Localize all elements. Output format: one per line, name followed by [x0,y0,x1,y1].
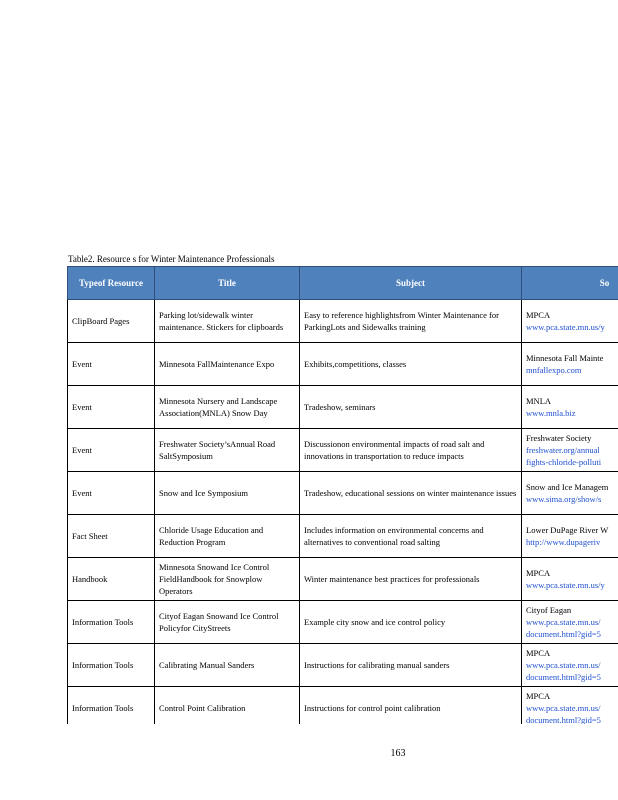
source-link[interactable]: freshwater.org/annual [526,445,600,455]
cell-subject: Includes information on environmental concerns and alternatives to conventional road salting [300,515,522,558]
cell-type: Event [68,472,155,515]
cell-subject: Instructions for control point calibration [300,687,522,725]
source-name: MPCA [526,691,551,701]
resources-table [67,266,618,724]
column-header-title: Title [155,267,300,300]
cell-title: Parking lot/sidewalk winter maintenance. Stickers for clipboards [155,300,300,343]
source-name: MPCA [526,310,551,320]
cell-title: Snow and Ice Symposium [155,472,300,515]
source-link[interactable]: document.html?gid=5 [526,672,601,682]
source-name: Snow and Ice Managem [526,482,609,492]
source-link[interactable]: document.html?gid=5 [526,629,601,639]
cell-type: Event [68,343,155,386]
source-link[interactable]: www.sima.org/show/s [526,494,602,504]
cell-subject: Easy to reference highlightsfrom Winter Maintenance for ParkingLots and Sidewalks training [300,300,522,343]
source-name: Minnesota Fall Mainte [526,353,604,363]
cell-title: Calibrating Manual Sanders [155,644,300,687]
table-row [68,343,618,386]
table-row [68,300,618,343]
table-row [68,644,618,687]
resources-table-container [67,266,618,724]
source-link[interactable]: www.mnla.biz [526,408,576,418]
table-row [68,386,618,429]
cell-source [522,386,618,429]
source-name: MPCA [526,568,551,578]
cell-type: Event [68,386,155,429]
cell-type: Information Tools [68,687,155,725]
table-body [68,300,618,725]
cell-title: Minnesota Snowand Ice Control FieldHandbook for Snowplow Operators [155,558,300,601]
cell-source [522,472,618,515]
cell-title: Minnesota Nursery and Landscape Association(MNLA) Snow Day [155,386,300,429]
source-link[interactable]: www.pca.state.mn.us/y [526,580,605,590]
source-link[interactable]: document.html?gid=5 [526,715,601,724]
table-header-row [68,267,618,300]
cell-title: Minnesota FallMaintenance Expo [155,343,300,386]
table-row [68,472,618,515]
cell-source [522,601,618,644]
cell-title: Freshwater Society’sAnnual Road SaltSymposium [155,429,300,472]
cell-title: Cityof Eagan Snowand Ice Control Policyfor CityStreets [155,601,300,644]
cell-source [522,687,618,725]
cell-source [522,300,618,343]
cell-type: Information Tools [68,644,155,687]
source-link[interactable]: http://www.dupageriv [526,537,601,547]
source-link[interactable]: mnfallexpo.com [526,365,582,375]
cell-source [522,515,618,558]
column-header-source: So [522,267,618,300]
source-name: Lower DuPage River W [526,525,609,535]
cell-type: Fact Sheet [68,515,155,558]
source-link[interactable]: www.pca.state.mn.us/ [526,660,601,670]
table-row [68,429,618,472]
table-row [68,558,618,601]
source-link[interactable]: www.pca.state.mn.us/ [526,703,601,713]
cell-type: Handbook [68,558,155,601]
cell-source [522,644,618,687]
cell-title: Control Point Calibration [155,687,300,725]
column-header-subject: Subject [300,267,522,300]
cell-type: ClipBoard Pages [68,300,155,343]
source-link[interactable]: fights-chloride-polluti [526,457,602,467]
page-number: 163 [390,748,406,759]
cell-subject: Instructions for calibrating manual sanders [300,644,522,687]
cell-source [522,343,618,386]
source-name: MPCA [526,648,551,658]
cell-source [522,558,618,601]
table-row [68,515,618,558]
cell-title: Chloride Usage Education and Reduction Program [155,515,300,558]
cell-type: Event [68,429,155,472]
cell-subject: Tradeshow, seminars [300,386,522,429]
cell-subject: Winter maintenance best practices for professionals [300,558,522,601]
source-name: MNLA [526,396,552,406]
table-row [68,601,618,644]
cell-subject: Example city snow and ice control policy [300,601,522,644]
source-name: Freshwater Society [526,433,592,443]
table-row [68,687,618,725]
cell-subject: Discussionon environmental impacts of road salt and innovations in transportation to reduce impacts [300,429,522,472]
cell-subject: Tradeshow, educational sessions on winter maintenance issues [300,472,522,515]
source-link[interactable]: www.pca.state.mn.us/y [526,322,605,332]
cell-subject: Exhibits,competitions, classes [300,343,522,386]
column-header-type: Typeof Resource [68,267,155,300]
cell-source [522,429,618,472]
source-link[interactable]: www.pca.state.mn.us/ [526,617,601,627]
cell-type: Information Tools [68,601,155,644]
source-name: Cityof Eagan [526,605,572,615]
table-caption: Table2. Resource s for Winter Maintenance Professionals [68,254,275,264]
